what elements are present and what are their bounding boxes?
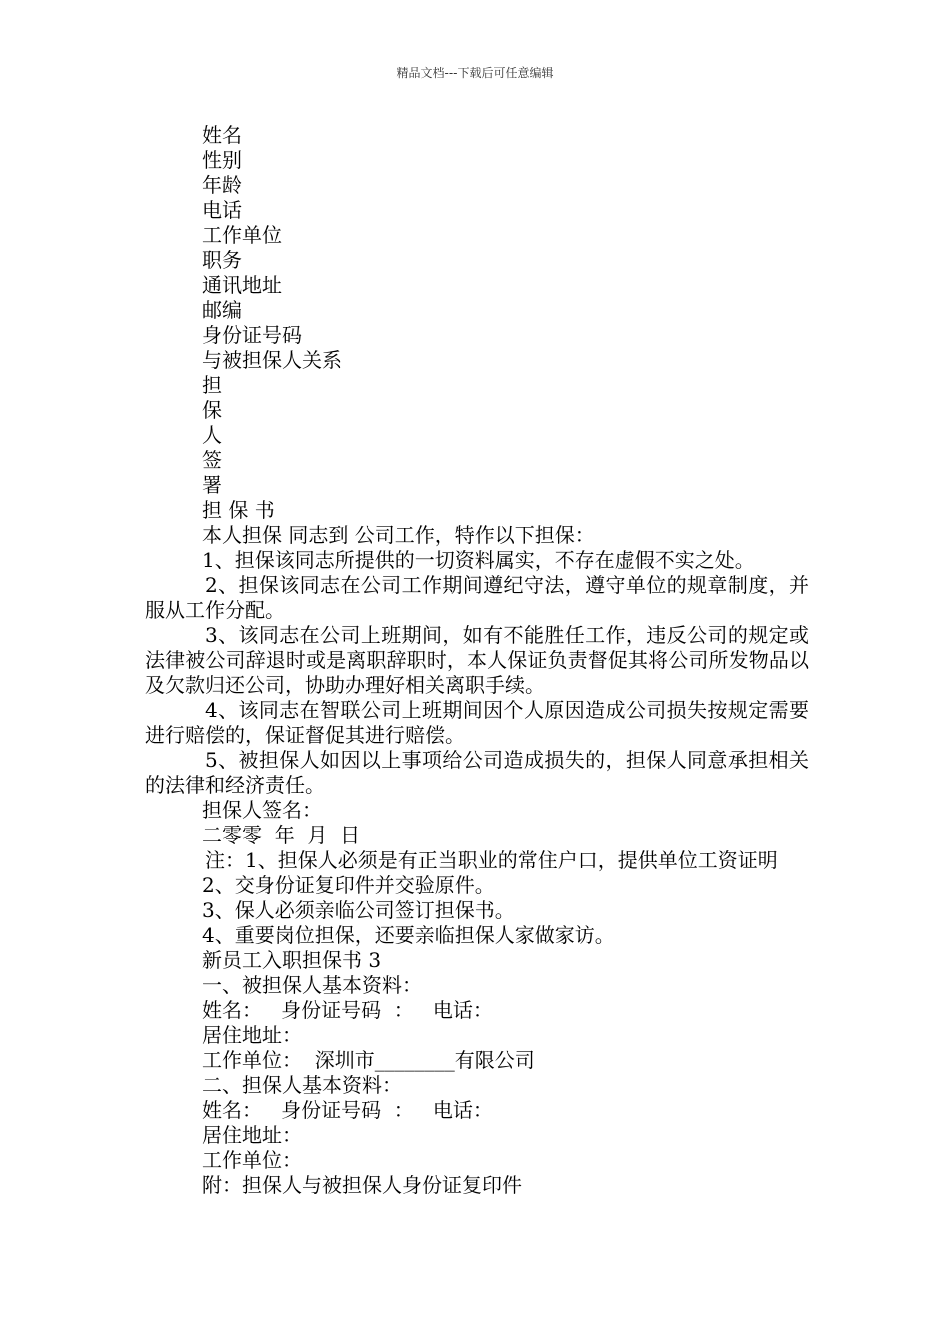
guarantee-item-5: 5、被担保人如因以上事项给公司造成损失的，担保人同意承担相关的法律和经济责任。 xyxy=(145,748,809,797)
form-label-postcode: 邮编 xyxy=(202,298,242,322)
form-label-age: 年龄 xyxy=(202,173,242,197)
guarantor-heading: 二、担保人基本资料： xyxy=(202,1073,402,1097)
signature-line: 担保人签名： xyxy=(202,798,322,822)
guarantee-item-3: 3、该同志在公司上班期间，如有不能胜任工作，违反公司的规定或法律被公司辞退时或是离职辞职时，本人保证负责督促其将公司所发物品以及欠款归还公司，协助办理好相关离职手续。 xyxy=(145,623,809,697)
form-label-phone: 电话 xyxy=(202,198,242,222)
signature-char: 担 xyxy=(202,373,222,397)
page-header: 精品文档---下载后可任意编辑 xyxy=(396,66,554,80)
guarantee-item-1: 1、担保该同志所提供的一切资料属实，不存在虚假不实之处。 xyxy=(202,548,755,572)
guarantor-work: 工作单位： xyxy=(202,1148,302,1172)
form-label-position: 职务 xyxy=(202,248,242,272)
signature-char: 署 xyxy=(202,473,222,497)
guarantee-item-4: 4、该同志在智联公司上班期间因个人原因造成公司损失按规定需要进行赔偿的，保证督促其进行赔偿。 xyxy=(145,698,809,747)
note-3: 3、保人必须亲临公司签订担保书。 xyxy=(202,898,515,922)
form-label-gender: 性别 xyxy=(202,148,242,172)
guaranteed-work: 工作单位： 深圳市________有限公司 xyxy=(202,1048,535,1072)
signature-char: 人 xyxy=(202,423,222,447)
form-label-name: 姓名 xyxy=(202,123,242,147)
note-4: 4、重要岗位担保，还要亲临担保人家做家访。 xyxy=(202,923,615,947)
intro-line: 本人担保 同志到 公司工作，特作以下担保： xyxy=(202,523,595,547)
signature-char: 签 xyxy=(202,448,222,472)
section3-title: 新员工入职担保书 3 xyxy=(202,948,382,972)
guarantee-item-2: 2、担保该同志在公司工作期间遵纪守法，遵守单位的规章制度，并服从工作分配。 xyxy=(145,573,809,622)
note-1: 注：1、担保人必须是有正当职业的常住户口，提供单位工资证明 xyxy=(205,848,778,872)
guaranteed-heading: 一、被担保人基本资料： xyxy=(202,973,422,997)
form-label-employer: 工作单位 xyxy=(202,223,282,247)
guaranteed-address: 居住地址： xyxy=(202,1023,302,1047)
note-2: 2、交身份证复印件并交验原件。 xyxy=(202,873,495,897)
document-body xyxy=(145,123,809,1198)
guarantor-address: 居住地址： xyxy=(202,1123,302,1147)
guaranteed-id-line: 姓名： 身份证号码 ： 电话： xyxy=(202,998,493,1022)
attachment-note: 附：担保人与被担保人身份证复印件 xyxy=(202,1173,522,1197)
guarantor-id-line: 姓名： 身份证号码 ： 电话： xyxy=(202,1098,493,1122)
signature-char: 保 xyxy=(202,398,222,422)
form-label-id-number: 身份证号码 xyxy=(202,323,302,347)
date-line: 二零零 年 月 日 xyxy=(202,823,361,847)
form-label-relationship: 与被担保人关系 xyxy=(202,348,342,372)
document-title: 担 保 书 xyxy=(202,498,275,522)
form-label-address: 通讯地址 xyxy=(202,273,282,297)
